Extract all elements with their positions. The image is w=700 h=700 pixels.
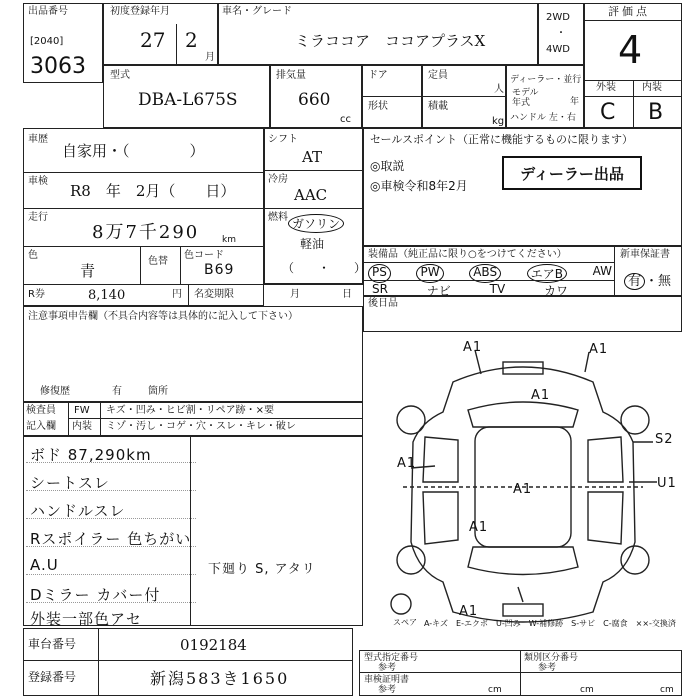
score-value: 4 (618, 28, 644, 72)
cert-cm-2: cm (580, 685, 594, 695)
note-line-3: ハンドルスレ (30, 502, 126, 520)
recycle-label: R券 (28, 289, 45, 300)
rear-seat-label: 後日品 (368, 298, 398, 309)
reg-label: 登録番号 (28, 670, 77, 684)
inspector-label: 検査員 (26, 405, 56, 416)
mark-a1-roof: A1 (513, 482, 533, 497)
notes-title: 注意事項申告欄（不具合内容等は具体的に記入して下さい） (28, 311, 298, 322)
warranty-yes: 有 (624, 273, 645, 290)
note-line-4: Rスポイラー 色ちがい (30, 530, 192, 548)
shift-value: AT (302, 148, 323, 166)
first-reg-month-unit: 月 (205, 52, 215, 63)
mark-a1-front-right: A1 (589, 342, 609, 357)
equip-pw: PW (416, 264, 443, 283)
color-change-label: 色替 (148, 256, 168, 267)
load-unit: kg (492, 116, 505, 127)
fuel-gasoline: ガソリン (288, 214, 344, 233)
name-change-day: 日 (342, 289, 352, 300)
color-code-value: B69 (204, 262, 235, 278)
car-diagram (363, 332, 682, 637)
sales-item2: ◎車検令和8年2月 (370, 179, 468, 193)
mark-a1-rear-bumper: A1 (459, 604, 479, 619)
first-reg-month: 2 (185, 28, 198, 52)
equip-ps: PS (368, 264, 391, 283)
inspection-value: R8 年 2月（ 日） (70, 182, 236, 200)
repair-place: 箇所 (148, 386, 168, 397)
interior-grade: B (648, 100, 665, 125)
warranty-label: 新車保証書 (620, 249, 670, 260)
repair-label: 修復歴 (40, 386, 70, 397)
exterior-grade: C (600, 100, 617, 125)
category-label: 類別区分番号 (524, 653, 579, 663)
type-spec-label: 型式指定番号 (364, 653, 419, 663)
lot-label: 出品番号 (28, 6, 68, 17)
equip-abs: ABS (469, 264, 501, 283)
entry-label: 記入欄 (26, 421, 56, 432)
model-label: 型式 (110, 70, 130, 81)
rear-seat-box (363, 296, 682, 332)
load-label: 積載 (428, 101, 448, 112)
lot-sub: [2040] (30, 36, 64, 47)
displacement-label: 排気量 (276, 70, 306, 81)
cert-label: 車検証明書 (364, 675, 410, 685)
displacement-value: 660 (298, 90, 331, 110)
color-code-label: 色コード (184, 250, 224, 261)
ac-value: AAC (294, 186, 328, 204)
dealer-badge: ディーラー出品 (502, 156, 642, 190)
capacity-label: 定員 (428, 70, 448, 81)
mark-u1-right: U1 (657, 476, 677, 491)
equip-airbag: エアB (527, 264, 567, 283)
first-reg-label: 初度登録年月 (110, 6, 170, 17)
note-line-7: 外装一部色アセ (30, 610, 142, 628)
model-year-unit: 年 (570, 97, 580, 107)
fuel-other: （ ・ ） (282, 261, 367, 275)
car-name-label: 車名・グレード (222, 6, 292, 17)
note-line-5: A.U (30, 556, 59, 574)
mileage-label: 走行 (28, 212, 48, 223)
mileage-value: 8万7千290 (92, 222, 200, 243)
drive-4wd: 4WD (546, 44, 570, 55)
model-year-label: モデル年式 (512, 88, 539, 108)
mark-s2-right: S2 (655, 432, 674, 447)
cert-ref: 参考 (378, 685, 397, 695)
recycle-unit: 円 (172, 289, 182, 300)
spare-label: スペア (393, 618, 417, 627)
history-value: 自家用・（ ） (62, 142, 205, 160)
mark-a1-rear-left: A1 (469, 520, 489, 535)
equip-tv: TV (489, 282, 506, 296)
chassis-label: 車台番号 (28, 637, 77, 651)
first-reg-year: 27 (140, 28, 166, 52)
type-spec-ref: 参考 (378, 663, 397, 673)
note-line-2: シートスレ (30, 474, 110, 492)
equipment-title: 装備品（純正品に限り○をつけてください） (368, 249, 567, 260)
equip-sr: SR (372, 282, 388, 296)
shift-label: シフト (268, 134, 298, 145)
drive-2wd: 2WD (546, 12, 570, 23)
name-change-label: 名変期限 (194, 289, 234, 300)
mileage-unit: km (222, 235, 236, 245)
chassis-value: 0192184 (180, 636, 247, 654)
mark-a1-front-left: A1 (463, 340, 483, 355)
name-change-month: 月 (290, 289, 300, 300)
drive-dot: ・ (556, 28, 566, 39)
sales-title: セールスポイント（正常に機能するものに限ります） (370, 133, 634, 146)
fuel-label: 燃料 (268, 212, 288, 223)
color-label: 色 (28, 250, 38, 261)
equip-leather: カワ (543, 284, 568, 298)
inspection-label: 車検 (28, 176, 48, 187)
recycle-value: 8,140 (88, 288, 126, 303)
legend2: ミゾ・汚し・コゲ・穴・スレ・キレ・破レ (106, 421, 296, 432)
warranty-no: ・無 (645, 274, 672, 289)
damage-legend: A-キズ E-エクボ U-凹み W-補修跡 S-サビ C-腐食 ××-交換済 (424, 619, 676, 628)
fw-label: FW (74, 405, 90, 416)
capacity-unit: 人 (494, 84, 504, 95)
mark-a1-left-side: A1 (397, 456, 417, 471)
history-label: 車歴 (28, 134, 48, 145)
category-ref: 参考 (538, 663, 557, 673)
doors-label: ドア (368, 70, 388, 81)
displacement-unit: cc (340, 114, 351, 125)
cert-cm-3: cm (660, 685, 674, 695)
equip-aw: AW (592, 264, 612, 278)
reg-value: 新潟583き1650 (150, 669, 290, 688)
score-label: 評価点 (608, 5, 650, 18)
right-note: 下廻り S, アタリ (208, 562, 316, 577)
mark-a1-hood: A1 (531, 388, 551, 403)
note-line-6: Dミラー カバー付 (30, 586, 161, 604)
car-name: ミラココア ココアプラスX (295, 32, 486, 50)
color-value: 青 (80, 262, 96, 280)
interior-short: 内装 (72, 421, 92, 432)
legend1: キズ・凹み・ヒビ割・リペア跡・×要 (106, 405, 274, 416)
dealer-label: ディーラー・並行 (510, 75, 582, 85)
cert-cm-1: cm (488, 685, 502, 695)
ac-label: 冷房 (268, 174, 288, 185)
interior-label: 内装 (642, 82, 662, 93)
fuel-diesel: 軽油 (300, 237, 325, 251)
lot-number: 3063 (30, 54, 86, 79)
note-line-1: ボド 87,290km (30, 446, 152, 464)
equip-navi: ナビ (426, 284, 451, 298)
handle-label: ハンドル 左・右 (510, 113, 576, 123)
exterior-label: 外装 (596, 82, 616, 93)
model-value: DBA-L675S (138, 90, 238, 110)
sales-item1: ◎取説 (370, 159, 405, 173)
shape-label: 形状 (368, 101, 388, 112)
repair-value: 有 (112, 386, 122, 397)
